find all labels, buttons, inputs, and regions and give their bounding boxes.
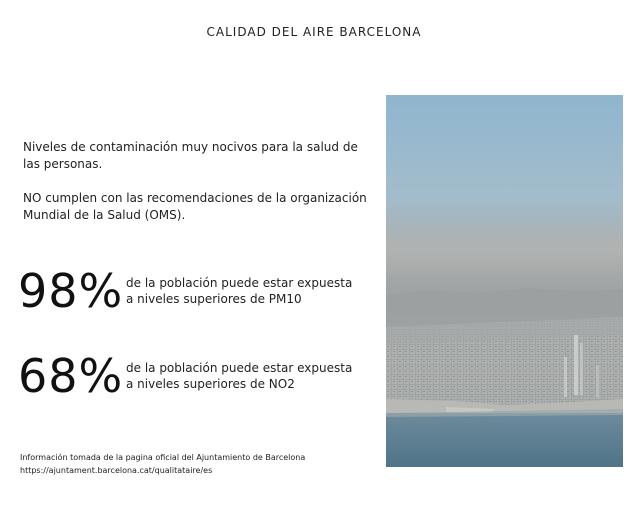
stat-pm10-line2: a niveles superiores de PM10 [126,292,302,306]
stat-pm10-value: 98% [18,264,124,318]
intro-paragraph-health: Niveles de contaminación muy nocivos para la salud de las personas. [23,140,358,171]
stat-no2-description [126,360,352,392]
stat-pm10-description [126,275,352,307]
stat-no2 [18,350,378,402]
source-description: Información tomada de la pagina oficial del Ajuntamiento de Barcelona [20,453,306,462]
intro-text [23,139,373,241]
stat-pm10 [18,265,378,317]
stat-no2-value: 68% [18,349,124,403]
source-note [20,451,305,477]
page-title: CALIDAD DEL AIRE BARCELONA [206,25,422,39]
stat-pm10-line1: de la población puede estar expuesta [126,276,353,290]
smog-city-illustration [386,95,623,467]
source-url: https://ajuntament.barcelona.cat/qualitataire/es [20,466,213,475]
barcelona-aerial-photo [386,95,623,467]
intro-paragraph-oms: NO cumplen con las recomendaciones de la organización Mundial de la Salud (OMS). [23,191,367,222]
stat-no2-line2: a niveles superiores de NO2 [126,377,295,391]
stat-no2-line1: de la población puede estar expuesta [126,361,353,375]
